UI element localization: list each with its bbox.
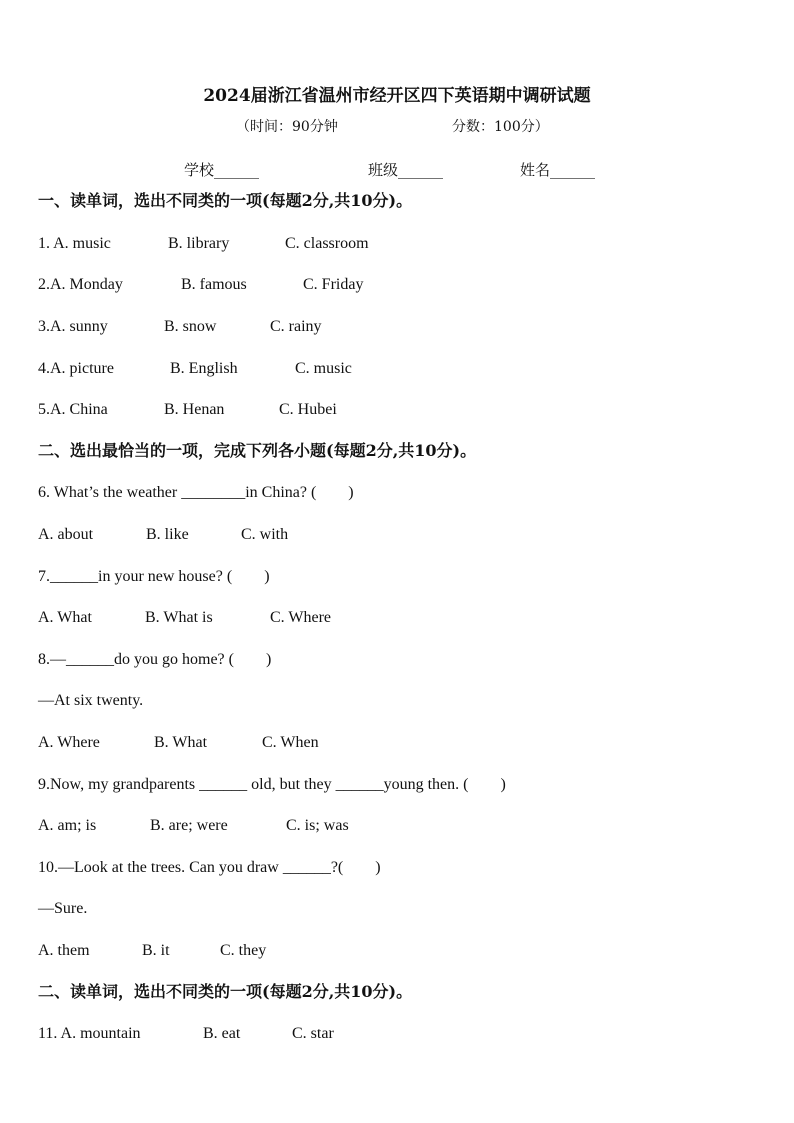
option-c: C. When xyxy=(262,734,319,751)
option-b: B. are; were xyxy=(150,817,228,834)
option-a: 2.A. Monday xyxy=(38,276,123,293)
section-heading-2: 二、选出最恰当的一项，完成下列各小题(每题2分,共10分)。 xyxy=(38,441,477,460)
name-field: 姓名______ xyxy=(520,161,596,179)
option-c: C. classroom xyxy=(285,235,369,252)
page-title: 2024届浙江省温州市经开区四下英语期中调研试题 xyxy=(203,86,591,106)
option-a: A. Where xyxy=(38,734,100,751)
option-c: C. they xyxy=(220,942,267,959)
section-heading-3: 二、读单词，选出不同类的一项(每题2分,共10分)。 xyxy=(38,982,413,1001)
option-b: B. famous xyxy=(181,276,247,293)
option-a: A. about xyxy=(38,526,94,543)
question-6-stem: 6. What’s the weather ________in China? ( ) xyxy=(38,484,354,501)
option-a: 1. A. music xyxy=(38,235,111,252)
option-c: C. Friday xyxy=(303,276,364,293)
option-a: A. am; is xyxy=(38,817,97,834)
option-c: C. music xyxy=(295,360,352,377)
question-10-stem: 10.—Look at the trees. Can you draw ______?( ) xyxy=(38,859,381,876)
option-b: B. Henan xyxy=(164,401,225,418)
school-field: 学校______ xyxy=(184,161,260,179)
option-c: C. Hubei xyxy=(279,401,337,418)
option-c: C. star xyxy=(292,1025,334,1042)
option-a: 4.A. picture xyxy=(38,360,114,377)
question-8-stem: 8.—______do you go home? ( ) xyxy=(38,651,272,668)
option-c: C. is; was xyxy=(286,817,349,834)
option-b: B. like xyxy=(146,526,189,543)
option-b: B. it xyxy=(142,942,170,959)
option-c: C. with xyxy=(241,526,289,543)
question-7-stem: 7.______in your new house? ( ) xyxy=(38,568,270,585)
exam-score: 分数：100分） xyxy=(452,119,549,135)
option-a: 11. A. mountain xyxy=(38,1025,141,1042)
option-b: B. What is xyxy=(145,609,213,626)
question-8-reply: —At six twenty. xyxy=(38,692,144,709)
option-a: 3.A. sunny xyxy=(38,318,108,335)
option-b: B. snow xyxy=(164,318,217,335)
option-c: C. Where xyxy=(270,609,332,626)
option-c: C. rainy xyxy=(270,318,322,335)
option-b: B. eat xyxy=(203,1025,241,1042)
option-a: A. What xyxy=(38,609,92,626)
option-b: B. library xyxy=(168,235,230,252)
class-field: 班级______ xyxy=(368,161,444,179)
question-9-stem: 9.Now, my grandparents ______ old, but they ______young then. ( ) xyxy=(38,776,506,793)
option-a: 5.A. China xyxy=(38,401,108,418)
question-10-reply: —Sure. xyxy=(38,900,88,917)
option-a: A. them xyxy=(38,942,90,959)
exam-time: （时间：90分钟 xyxy=(236,119,338,135)
option-b: B. English xyxy=(170,360,238,377)
option-b: B. What xyxy=(154,734,208,751)
section-heading-1: 一、读单词，选出不同类的一项(每题2分,共10分)。 xyxy=(38,191,413,210)
